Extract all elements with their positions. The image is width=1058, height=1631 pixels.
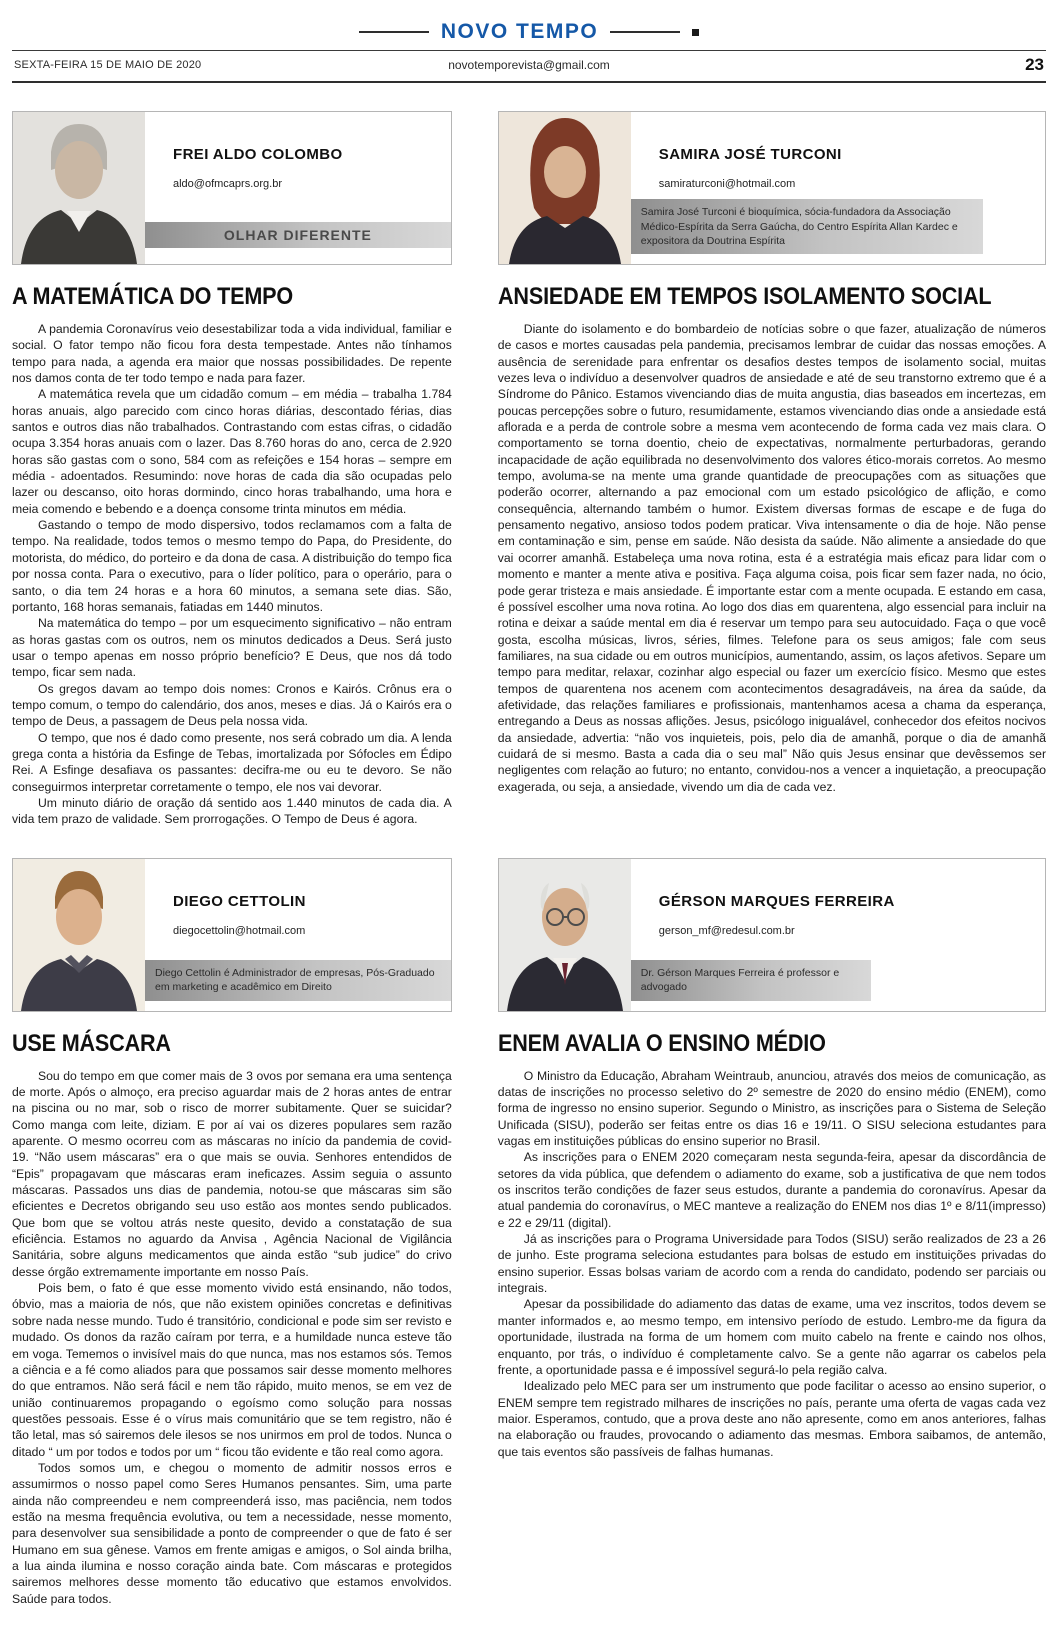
author-header	[12, 111, 452, 265]
masthead	[12, 10, 1046, 46]
article-headline: ANSIEDADE EM TEMPOS ISOLAMENTO SOCIAL	[497, 283, 992, 310]
page-number: 23	[1025, 55, 1044, 74]
section-banner: OLHAR DIFERENTE	[145, 222, 451, 248]
page-header	[12, 10, 1046, 83]
article-body	[498, 1068, 1046, 1460]
article-enem-ensino-medio	[498, 858, 1046, 1607]
articles-grid	[12, 111, 1046, 1607]
author-bio-banner: Dr. Gérson Marques Ferreira é professor e advogado	[631, 960, 871, 1000]
paragraph: Um minuto diário de oração dá sentido aos 1.440 minutos de cada dia. A vida tem prazo de validade. Sem prorrogações. O Tempo de Deus é agora.	[12, 795, 452, 827]
paragraph: Sou do tempo em que comer mais de 3 ovos por semana era uma sentença de morte. Após o almoço, era preciso aguardar mais de 2 horas antes de entrar na piscina ou no mar, sob o risco de morrer subitamente. Quer se suicidar? Como manga com leite, diziam. E por aí vai os dizeres populares sem razão aparente. O mesmo ocorreu com as máscaras no início da pandemia de covid-19. “Não usem máscaras” era o que mais se ouvia. Senhores entendidos de “Epis” propagavam que máscaras eram ineficazes. Assim seguia o assunto máscaras. Passados uns dias de pandemia, notou-se que máscaras sim são eficientes e Decretos obrigando seu uso estão aos montes sendo publicados. Que bom que se voltou atrás neste quesito, devido a constatação de sua eficiência. Estamos no aguardo da Anvisa , Agência Nacional de Vigilância Sanitária, sobre alguns medicamentos que ainda estão “sub judice” do crivo desse órgão extremamente importante em nosso País.	[12, 1068, 452, 1279]
paragraph: A matemática revela que um cidadão comum – em média – trabalha 1.784 horas anuais, algo parecido com cinco horas diárias, descontado férias, dias santos e outros dias não trabalhados. Contrastando com estas cifras, o cidadão ocupa 3.354 horas anuais com o lazer. Das 8.760 horas do ano, cerca de 2.920 horas são gastas com o sono, 584 com as refeições e 154 horas – sempre em média - adoentados. Resumindo: nove horas de cada dia são ocupadas pelo lazer ou descanso, oito horas dormindo, cinco horas trabalhando, uma hora e meia comendo e bebendo e a doença consome trinta minutos em média.	[12, 387, 452, 516]
paragraph: A pandemia Coronavírus veio desestabilizar toda a vida individual, familiar e social. O fator tempo não ficou fora desta tempestade. Antes não tínhamos tempo para nada, a agenda era maior que nossas possibilidades. De repente nos damos conta de ter todo tempo e nada para fazer.	[12, 322, 452, 386]
author-name: DIEGO CETTOLIN	[173, 892, 306, 910]
author-bio-banner: Samira José Turconi é bioquímica, sócia-fundadora da Associação Médico-Espírita da Serra Gaúcha, do Centro Espírita Allan Kardec e expositora da Doutrina Espírita	[631, 199, 983, 254]
masthead-right-rule	[610, 31, 680, 33]
masthead-title: NOVO TEMPO	[440, 20, 599, 43]
masthead-left-rule	[359, 31, 429, 33]
paragraph: Os gregos davam ao tempo dois nomes: Cronos e Kairós. Crônus era o tempo comum, o tempo do calendário, dos anos, meses e dias. Já o Kairós era o tempo de Deus, a passagem de Deus pela nossa vida.	[12, 681, 452, 729]
article-use-mascara	[12, 858, 452, 1607]
author-photo	[499, 859, 631, 1011]
paragraph: Já as inscrições para o Programa Universidade para Todos (SISU) serão realizados de 23 a 26 de junho. Este programa seleciona estudantes para bolsas de estudo em instituições privadas do ensino superior. Essas bolsas variam de acordo com a renda do candidato, podendo ser parciais ou integrais.	[497, 1232, 1046, 1296]
paragraph: Gastando o tempo de modo dispersivo, todos reclamamos com a falta de tempo. Na realidade, todos temos o mesmo tempo do Papa, do Presidente, do motorista, do médico, do porteiro e da dona de casa. A distribuição do tempo fica por nossa conta. Para o executivo, para o líder político, para o operário, para o santo, o dia tem 24 horas e a hora 60 minutos, a semana sete dias. São, portanto, 168 horas semanais, fatiadas em 1440 minutos.	[12, 518, 452, 614]
edition-date: SEXTA-FEIRA 15 DE MAIO DE 2020	[14, 59, 202, 71]
article-headline: ENEM AVALIA O ENSINO MÉDIO	[497, 1029, 826, 1057]
paragraph: As inscrições para o ENEM 2020 começaram nesta segunda-feira, apesar da discordância de setores da vida pública, que defendem o adiamento do exame, sob a justificativa de que nem todos os inscritos terão condições de fazer seus estudos, durante a pandemia do coronavírus. Apesar da atual pandemia do coronavírus, o MEC manteve a realização do ENEM nos dias 1º e 8/11(impresso) e 22 e 29/11 (digital).	[497, 1150, 1046, 1230]
paragraph: Todos somos um, e chegou o momento de admitir nossos erros e assumirmos o nosso papel como Seres Humanos pensantes. Sim, uma parte ainda não compreendeu e nem compreenderá isso, mas paciência, nem todos estão na mesma frequência evolutiva, ou tem a necessidade, nesse momento, para desenvolver sua sensibilidade a ponto de compreender o que de fato é ser Humano em sua gênese. Vamos em frente amigas e amigos, o Sol ainda brilha, a lua ainda ilumina e nosso coração ainda bate. Com máscaras e protegidos sairemos melhores desse momento tão educativo que estamos envolvidos. Saúde para todos.	[12, 1460, 452, 1606]
author-photo	[13, 859, 145, 1011]
author-email: samiraturconi@hotmail.com	[658, 178, 796, 190]
article-matematica-do-tempo	[12, 111, 452, 828]
article-body	[498, 321, 1046, 795]
author-name: FREI ALDO COLOMBO	[173, 146, 343, 163]
author-header	[498, 111, 1046, 265]
author-photo	[499, 112, 631, 264]
header-bottom-rule	[12, 81, 1046, 83]
author-info	[631, 859, 1045, 1011]
paragraph: Na matemática do tempo – por um esquecimento significativo – não entram as horas gastas com os outros, nem os minutos dedicados a Deus. Será justo usar o tempo apenas em nosso próprio benefício? E Deus, que nos dá todo tempo, ficar sem nada.	[12, 616, 452, 680]
author-email: aldo@ofmcaprs.org.br	[173, 178, 282, 190]
author-info	[145, 859, 451, 1011]
author-info	[145, 112, 451, 264]
masthead-email: novotemporevista@gmail.com	[448, 58, 610, 72]
paragraph: Idealizado pelo MEC para ser um instrumento que pode facilitar o acesso ao ensino superior, o ENEM sempre tem registrado milhares de inscrições no país, perante uma oferta de vagas cada vez maior. Esperamos, contudo, que a prova deste ano não apresente, como em anos anteriores, falhas na elaboração ou fraudes, provocando o adiamento das mesmas. Embora saibamos, de antemão, que tais eventos são passíveis de falhas humanas.	[497, 1379, 1046, 1459]
author-photo	[13, 112, 145, 264]
author-header	[498, 858, 1046, 1012]
author-name: SAMIRA JOSÉ TURCONI	[658, 146, 842, 163]
author-email: gerson_mf@redesul.com.br	[658, 924, 795, 937]
paragraph: Apesar da possibilidade do adiamento das datas de exame, uma vez inscritos, todos devem se manter informados e, ao mesmo tempo, em intensivo período de estudo. Lembro-me da figura da oportunidade, ilustrada na forma de um homem com muito cabelo na frente e caindo nos olhos, enquanto, por trás, o indivíduo é completamente calvo. Se a gente não agarrar os cabelos pela frente, a oportunidade passa e é impossível segurá-lo pela região calva.	[497, 1297, 1046, 1377]
paragraph: Diante do isolamento e do bombardeio de notícias sobre o que fazer, atualização de números de casos e mortes causadas pela pandemia, precisamos lembrar de cuidar das nossas emoções. A ausência de serenidade para enfrentar os desafios destes tempos de isolamento social, muitas vezes leva o indivíduo a desenvolver quadros de ansiedade e até de seu transtorno extremo que é a Síndrome do Pânico. Estamos vivenciando dias de muita angustia, dias baseados em incertezas, em poucas percepções sobre o futuro, resumidamente, estamos vivenciando dias onde a ansiedade está aflorada e a perda de controle sobre a mesma vem acontecendo de forma cada vez mais clara. O comportamento se torna doentio, cheio de expectativas, normalmente perturbadoras, gerando incapacidade de ação equilibrada no desenvolvimento dos valores ético-morais corretos. Ao mesmo tempo, avoluma-se na mente uma grande quantidade de preocupações com as situações que poderão ocorrer, alternando a paz emocional com um estado psicológico de aflição, e como consequência, alternando também o humor. Existem diversas formas de escape e de fuga do pensamento negativo, ansioso todos podem praticar. Viva intensamente o dia de hoje. Não pense em contaminação e sim, pense em saúde. Não desista da saúde. Não alimente a ansiedade do que vai ocorrer amanhã. Estabeleça uma nova rotina, esta é a estratégia mais eficaz para lidar com o momento e manter a mente ativa e positiva. Faça alguma coisa, pois ficar sem fazer nada, no ócio, pode gerar tristeza e mais ansiedade. É importante estar com a mente ocupada. E estando em casa, é possível escolher uma nova rotina. Ao logo dos dias em quarentena, algo essencial para incluir na rotina e deixar a saúde mental em dia é reservar um tempo para seu autocuidado. Faça o que você gosta, escolha músicas, livros, séries, filmes. Telefone para os seus amigos; fale com seus familiares, na sua cidade ou em outros municípios, aumentando, assim, os laços afetivos. Separe um tempo para meditar, relaxar, cozinhar algo especial ou fazer um exercício físico. Mesmo que estes tempos de quarentena nos acenem com acontecimentos desagradáveis, na área da saúde, da afetividade, das relações familiares e profissionais, mantenhamos acesa a chama da esperança, entregando a Deus as nossas aflições. Jesus, psicólogo inigualável, conhecedor dos efeitos nocivos da ansiedade, advertia: “não vos inquieteis, pois, pelo dia de amanhã, porque o dia de amanhã cuidará de si mesmo. Basta a cada dia o seu mal” Não quis Jesus ensinar que devêssemos ser negligentes com relação ao futuro; no entanto, convidou-nos a vencer a inquietação, a preocupação exagerada, ou seja, a ansiedade, vivendo um dia de cada vez.	[497, 322, 1046, 794]
paragraph: O Ministro da Educação, Abraham Weintraub, anunciou, através dos meios de comunicação, as datas de inscrições no processo seletivo do 2º semestre de 2020 do ensino médio (ENEM), como forma de ingresso no ensino superior. Segundo o Ministro, as inscrições para o Sistema de Seleção Unificada (SISU), poderão ser feitas entre os dias 16 e 19/11. O SISU seleciona estudantes para vagas em instituições públicas do ensino superior no Brasil.	[497, 1068, 1046, 1149]
article-ansiedade-isolamento	[498, 111, 1046, 828]
author-info	[631, 112, 1045, 264]
article-headline: USE MÁSCARA	[12, 1029, 171, 1057]
paragraph: O tempo, que nos é dado como presente, nos será cobrado um dia. A lenda grega conta a história da Esfinge de Tebas, imortalizada por Sófocles em Édipo Rei. A Esfinge desafiava os passantes: decifra-me ou eu te devoro. Se não conseguirmos interpretar corretamente o tempo, ele nos vai devorar.	[12, 730, 452, 794]
article-body	[12, 1068, 452, 1607]
header-info-row	[12, 51, 1046, 81]
masthead-square-ornament	[692, 29, 699, 36]
author-header	[12, 858, 452, 1012]
author-bio-banner: Diego Cettolin é Administrador de empresas, Pós-Graduado em marketing e acadêmico em Direito	[145, 960, 451, 1000]
author-email: diegocettolin@hotmail.com	[173, 924, 306, 937]
author-name: GÉRSON MARQUES FERREIRA	[658, 892, 895, 910]
article-body	[12, 321, 452, 828]
paragraph: Pois bem, o fato é que esse momento vivido está ensinando, não todos, óbvio, mas a maioria de nós, que não existem opiniões concretas e definitivas sobre nada nesse mundo. Tudo é transitório, condicional e pode sim ser revisto e mudado. Os donos da razão caíram por terra, e a humildade nunca esteve tão em voga. Tememos o invisível mais do que nunca, mas nos estamos sós. Temos a ciência e a fé como aliados para que possamos sair desse momento melhores do que entramos. Não será fácil e nem tão rápido, muito menos, se em vez de união continuaremos propagando o egoísmo como solução para nossas questões pessoais. Esse é o vírus mais comunitário que se tem registro, não é tão letal, mas só sairemos dele ilesos se nos unirmos em prol de todos. Nunca o ditado “ um por todos e todos por um “ ficou tão evidente e tão real como agora.	[12, 1281, 452, 1459]
article-headline: A MATEMÁTICA DO TEMPO	[12, 283, 293, 310]
